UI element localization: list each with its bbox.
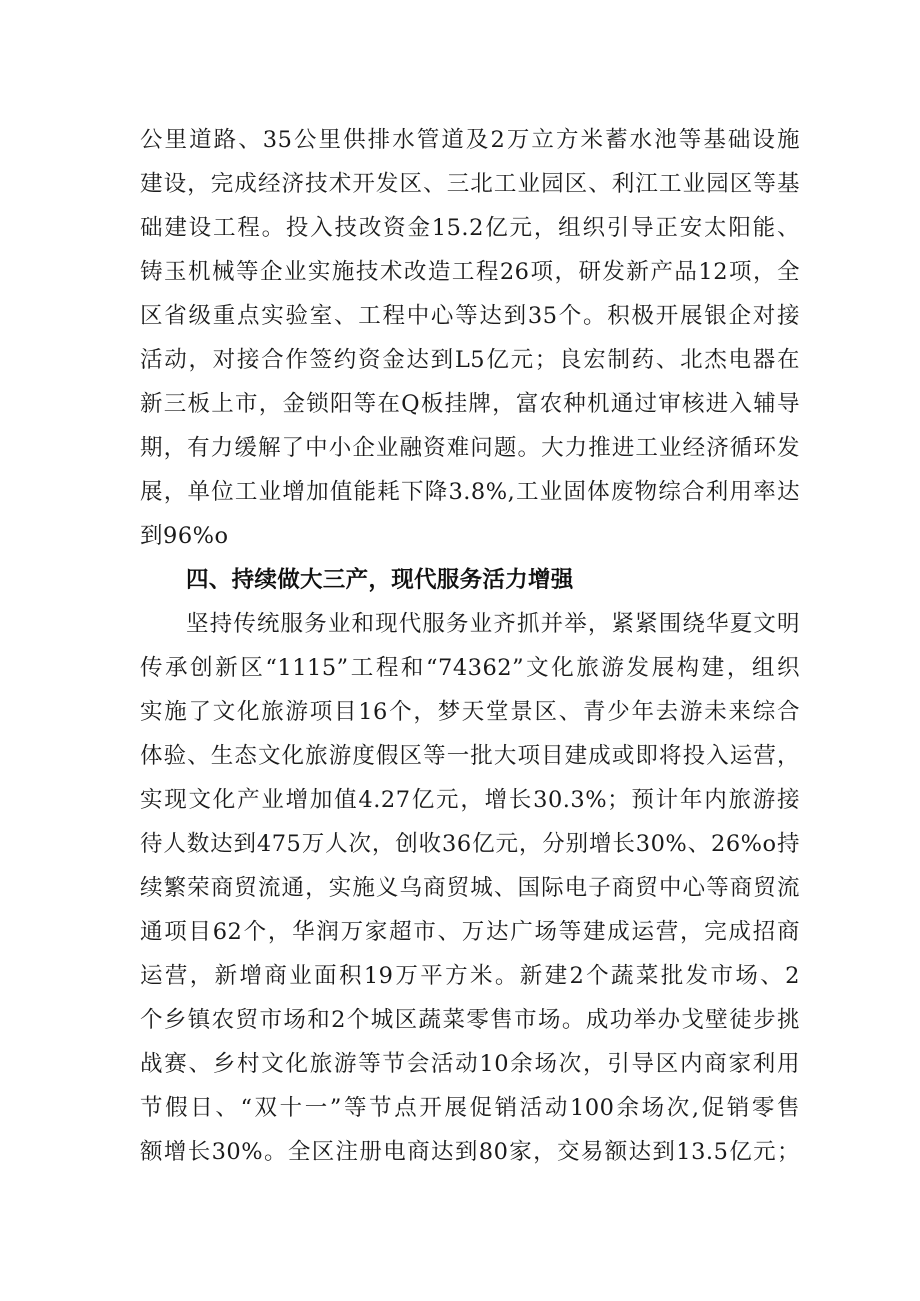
- section-heading: 四、持续做大三产，现代服务活力增强: [186, 567, 574, 593]
- paragraph-line: 活动，对接合作签约资金达到L5亿元；良宏制药、北杰电器在: [140, 347, 800, 373]
- paragraph-line: 传承创新区“1115”工程和“74362”文化旅游发展构建，组织: [140, 655, 800, 681]
- paragraph-line: 实现文化产业增加值4.27亿元，增长30.3%；预计年内旅游接: [140, 787, 800, 813]
- paragraph-line: 公里道路、35公里供排水管道及2万立方米蓄水池等基础设施: [140, 127, 800, 153]
- paragraph-line: 运营，新增商业面积19万平方米。新建2个蔬菜批发市场、2: [140, 963, 800, 989]
- paragraph-line: 实施了文化旅游项目16个，梦天堂景区、青少年去游未来综合: [140, 699, 800, 725]
- paragraph-line: 新三板上市，金锁阳等在Q板挂牌，富农种机通过审核进入辅导: [140, 391, 800, 417]
- paragraph-line: 通项目62个，华润万家超市、万达广场等建成运营，完成招商: [140, 919, 800, 945]
- paragraph-line: 节假日、“双十一”等节点开展促销活动100余场次,促销零售: [140, 1095, 800, 1121]
- paragraph-line: 础建设工程。投入技改资金15.2亿元，组织引导正安太阳能、: [140, 215, 800, 241]
- paragraph-line: 建设，完成经济技术开发区、三北工业园区、利江工业园区等基: [140, 171, 800, 197]
- paragraph-infrastructure: [140, 118, 800, 558]
- paragraph-line: 额增长30%。全区注册电商达到80家，交易额达到13.5亿元；: [140, 1139, 800, 1165]
- paragraph-line: 个乡镇农贸市场和2个城区蔬菜零售市场。成功举办戈壁徒步挑: [140, 1007, 800, 1033]
- paragraph-line: 到96%o: [140, 523, 229, 549]
- paragraph-line: 战赛、乡村文化旅游等节会活动10余场次，引导区内商家利用: [140, 1051, 800, 1077]
- paragraph-line: 期，有力缓解了中小企业融资难问题。大力推进工业经济循环发: [140, 435, 800, 461]
- document-body: [140, 118, 800, 1174]
- paragraph-line: 待人数达到475万人次，创收36亿元，分别增长30%、26%o持: [140, 831, 800, 857]
- paragraph-line: 续繁荣商贸流通，实施义乌商贸城、国际电子商贸中心等商贸流: [140, 875, 800, 901]
- paragraph-line: 体验、生态文化旅游度假区等一批大项目建成或即将投入运营，: [140, 743, 800, 769]
- paragraph-services: [140, 602, 800, 1174]
- paragraph-line: 铸玉机械等企业实施技术改造工程26项，研发新产品12项，全: [140, 259, 800, 285]
- paragraph-line: 展，单位工业增加值能耗下降3.8%,工业固体废物综合利用率达: [140, 479, 800, 505]
- paragraph-line: 区省级重点实验室、工程中心等达到35个。积极开展银企对接: [140, 303, 800, 329]
- paragraph-line: 坚持传统服务业和现代服务业齐抓并举，紧紧围绕华夏文明: [186, 611, 800, 637]
